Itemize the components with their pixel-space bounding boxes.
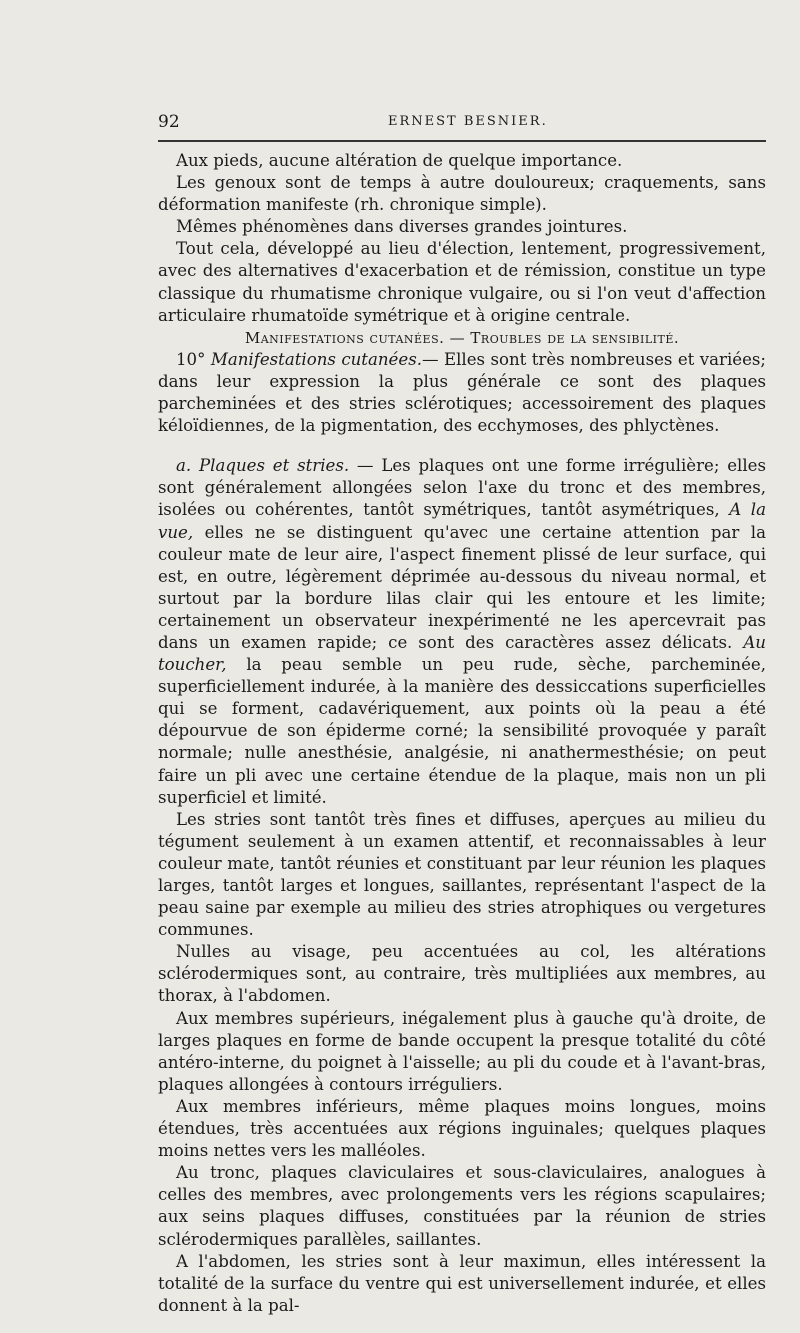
paragraph: Aux pieds, aucune altération de quelque importance. [176,151,623,170]
paragraph-text: la peau semble un peu rude, sèche, parcheminée, superficiellement indurée, à la manière des dessiccations superficielles qui se forment, cadavériquement, aux points où la peau a été dépourvue de son épiderme corné; la sensibilité provoquée y paraît normale; nulle anesthésie, analgésie, ni anathermesthésie; on peut faire un pli avec une certaine étendue de la plaque, mais non un pli superficiel et limité. [158,655,766,807]
body-text [158,150,766,1317]
paragraph: Nulles au visage, peu accentuées au col, les altérations sclérodermiques sont, au contraire, très multipliées aux membres, au thorax, à l'abdomen. [158,942,766,1006]
italic-phrase: A la vue, [158,500,766,542]
paragraph-text: — Elles sont très nombreuses et variées; dans leur expression la plus générale ce sont des plaques parcheminées et des stries sclérotiques; accessoirement des plaques kéloïdiennes, de la pigmentation, des ecchymoses, des phlyctènes. [158,349,767,436]
paragraph-manifestations [158,349,766,437]
section-heading: Manifestations cutanées. — Troubles de la sensibilité. [244,328,680,347]
italic-phrase: Au toucher, [158,632,766,675]
paragraph-title: Manifestations cutanées. [210,349,422,369]
paragraph: A l'abdomen, les stries sont à leur maximun, elles intéressent la totalité de la surface du ventre qui est universellement indurée, et elles donnent à la pal- [158,1251,766,1315]
paragraph: Mêmes phénomènes dans diverses grandes jointures. [176,217,628,237]
paragraph: Aux membres inférieurs, même plaques moins longues, moins étendues, très accentuées aux régions inguinales; quelques plaques moins nettes vers les malléoles. [158,1096,766,1161]
paragraph: Les genoux sont de temps à autre douloureux; craquements, sans déformation manifeste (rh. chronique simple). [158,173,766,215]
running-head: ERNEST BESNIER. [388,114,548,129]
paragraph-text: elles ne se distinguent qu'avec une certaine attention par la couleur mate de leur aire, l'aspect finement plissé de leur surface, qui est, en outre, légèrement déprimée au-dessous du niveau normal, et surtout par la bordure lilas clair qui les entoure et les limite; certainement un observateur inexpérimenté ne les apercevrait pas dans un examen rapide; ce sont des caractères assez délicats. [158,522,766,652]
header-rule [158,140,766,142]
paragraph-text: — Les plaques ont une forme irrégulière; elles sont généralement allongées selon l'axe du tronc et des membres, isolées ou cohérentes, tantôt symétriques, tantôt asymétriques, [158,456,766,520]
page-number: 92 [158,112,180,132]
paragraph: Aux membres supérieurs, inégalement plus à gauche qu'à droite, de larges plaques en forme de bande occupent la presque totalité du côté antéro-interne, du poignet à l'aisselle; au pli du coude et à l'avant-bras, plaques allongées à contours irréguliers. [158,1008,766,1094]
paragraph-number: 10° [176,349,211,369]
paragraph: Tout cela, développé au lieu d'élection, lentement, progressivement, avec des alternatives d'exacerbation et de rémission, constitue un type classique du rhumatisme chronique vulgaire, ou si l'on veut d'affection articulaire rhumatoïde symétrique et à origine centrale. [158,239,766,325]
paragraph: Les stries sont tantôt très fines et diffuses, aperçues au milieu du tégument seulement à un examen attentif, et reconnaissables à leur couleur mate, tantôt réunies et constituant par leur réunion les plaques larges, tantôt larges et longues, saillantes, représentant l'aspect de la peau saine par exemple au milieu des stries atrophiques ou vergetures communes. [158,809,766,940]
paragraph: Au tronc, plaques claviculaires et sous-claviculaires, analogues à celles des membres, avec prolongements vers les régions scapulaires; aux seins plaques diffuses, constituées par la réunion de stries sclérodermiques parallèles, saillantes. [158,1163,766,1249]
page-header [158,112,764,134]
spacer [158,437,766,455]
paragraph-title: a. Plaques et stries. [176,456,350,476]
paragraph-plaques [158,455,766,809]
